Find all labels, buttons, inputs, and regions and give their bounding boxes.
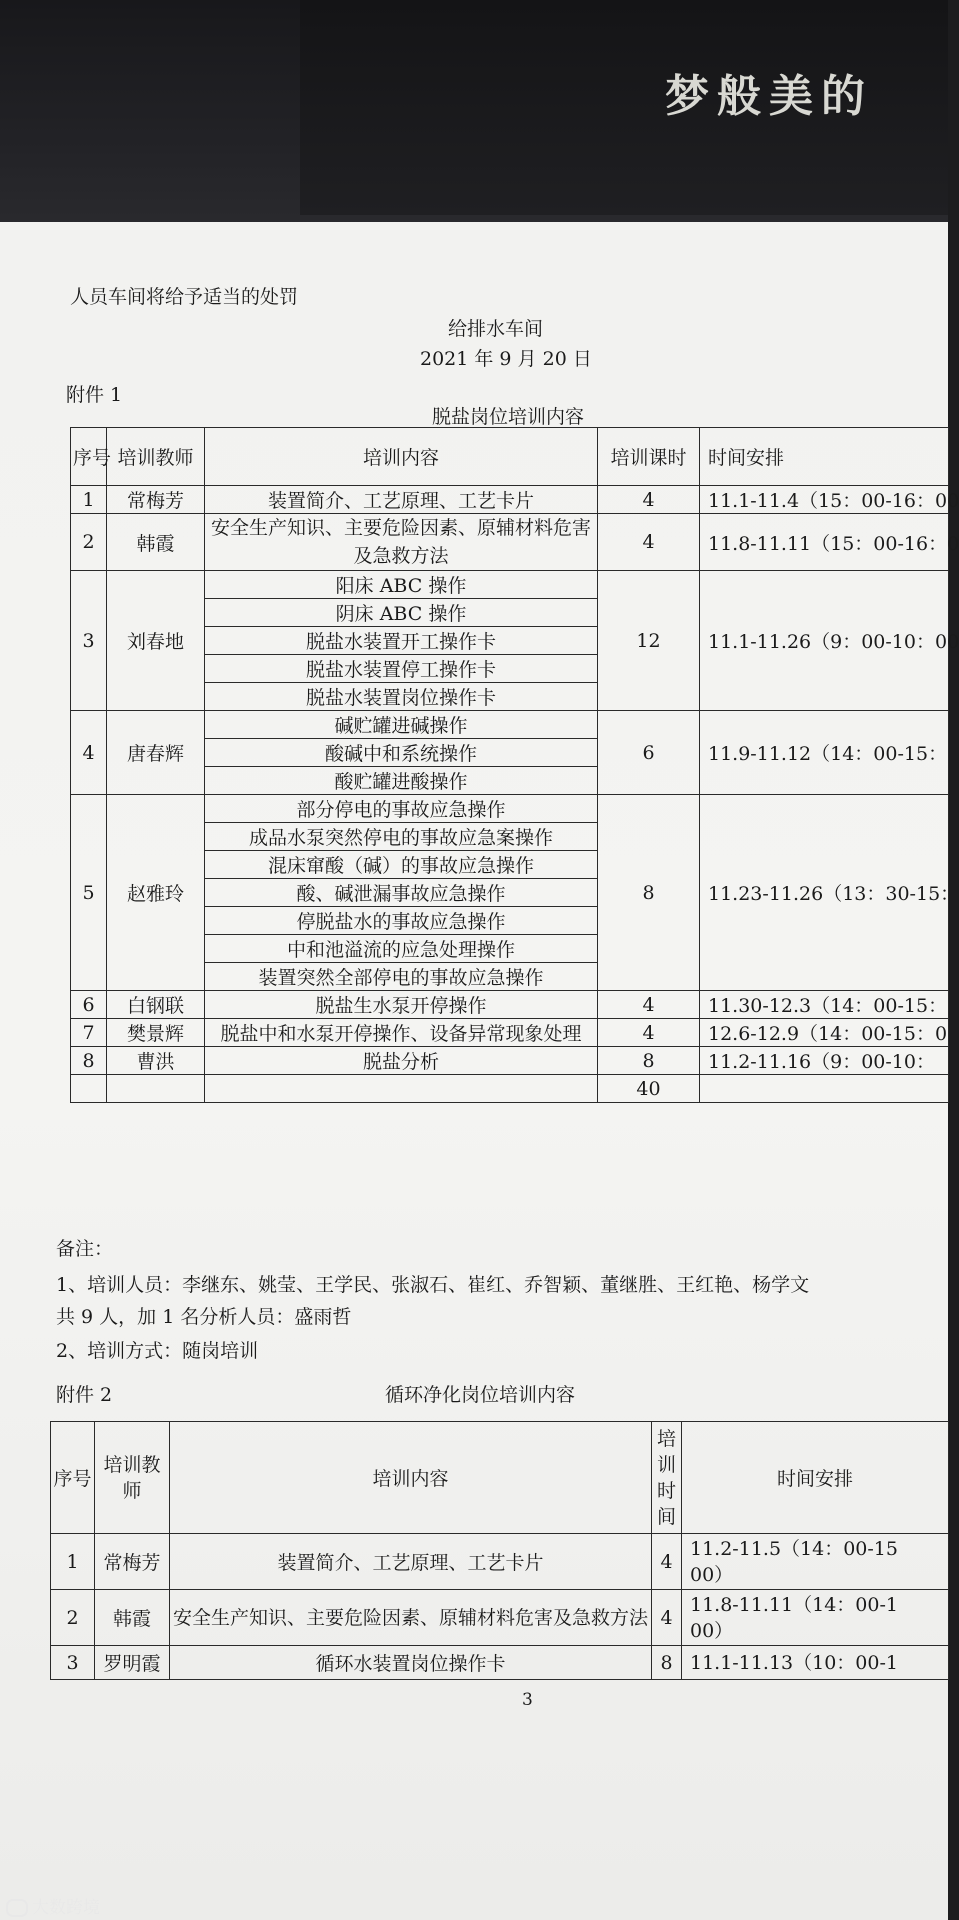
row-schedule: 11.2-11.16（9：00-10： — [700, 1047, 949, 1075]
sign-date: 2021 年 9 月 20 日 — [420, 348, 592, 370]
empty-cell — [107, 1075, 205, 1103]
row-number: 1 — [51, 1534, 95, 1590]
col-header-content: 培训内容 — [205, 428, 598, 486]
row-schedule: 11.8-11.11（15：00-16：0 — [700, 514, 949, 571]
row-number: 5 — [71, 795, 107, 991]
intro-line: 人员车间将给予适当的处罚 — [70, 286, 299, 308]
notes-line-2: 共 9 人，加 1 名分析人员：盛雨哲 — [56, 1306, 352, 1328]
row-content: 中和池溢流的应急处理操作 — [205, 935, 598, 963]
row-content: 成品水泵突然停电的事故应急案操作 — [205, 823, 598, 851]
row-content: 装置简介、工艺原理、工艺卡片 — [205, 486, 598, 514]
row-teacher: 常梅芳 — [107, 486, 205, 514]
row-content: 碱贮罐进碱操作 — [205, 711, 598, 739]
row-content: 装置突然全部停电的事故应急操作 — [205, 963, 598, 991]
schedule-line: 11.8-11.11（14：00-1 — [690, 1593, 898, 1616]
row-teacher: 樊景辉 — [107, 1019, 205, 1047]
row-content: 酸贮罐进酸操作 — [205, 767, 598, 795]
row-number: 3 — [71, 571, 107, 711]
row-content: 混床窜酸（碱）的事故应急操作 — [205, 851, 598, 879]
row-number: 3 — [51, 1646, 95, 1680]
row-schedule — [682, 1646, 949, 1680]
row-schedule: 11.23-11.26（13：30-15： — [700, 795, 949, 991]
col-header-hours: 培训课时 — [598, 428, 700, 486]
row-schedule: 12.6-12.9（14：00-15：0 — [700, 1019, 949, 1047]
row-number: 1 — [71, 486, 107, 514]
row-number: 4 — [71, 711, 107, 795]
table-row — [51, 1534, 949, 1590]
row-content: 部分停电的事故应急操作 — [205, 795, 598, 823]
col-header-no: 序号 — [51, 1422, 95, 1534]
document-paper — [0, 222, 959, 1920]
row-hours: 8 — [652, 1646, 682, 1680]
table-row — [71, 486, 949, 514]
annex2-table — [50, 1421, 949, 1680]
row-hours: 4 — [598, 1019, 700, 1047]
col-header-hours: 培训时间 — [652, 1422, 682, 1534]
schedule-line: 00） — [690, 1619, 734, 1642]
empty-cell — [71, 1075, 107, 1103]
row-content: 脱盐中和水泵开停操作、设备异常现象处理 — [205, 1019, 598, 1047]
schedule-line: 00） — [690, 1563, 734, 1586]
col-header-teacher: 培训教师 — [107, 428, 205, 486]
row-teacher: 刘春地 — [107, 571, 205, 711]
annex2-title: 循环净化岗位培训内容 — [385, 1384, 576, 1406]
notes-line-3: 2、培训方式：随岗培训 — [56, 1340, 259, 1362]
row-content: 脱盐水装置岗位操作卡 — [205, 683, 598, 711]
row-content: 脱盐水装置停工操作卡 — [205, 655, 598, 683]
row-schedule: 11.30-12.3（14：00-15： — [700, 991, 949, 1019]
row-content: 脱盐生水泵开停操作 — [205, 991, 598, 1019]
row-content: 脱盐水装置开工操作卡 — [205, 627, 598, 655]
row-schedule — [682, 1534, 949, 1590]
row-content: 安全生产知识、主要危险因素、原辅材料危害及急救方法 — [170, 1590, 652, 1646]
row-schedule: 11.9-11.12（14：00-15： — [700, 711, 949, 795]
table-row — [51, 1646, 949, 1680]
row-teacher: 韩霞 — [107, 514, 205, 571]
annex2-label: 附件 2 — [56, 1384, 113, 1406]
annex1-label: 附件 1 — [66, 384, 123, 406]
table-row — [71, 711, 949, 739]
schedule-line: 11.1-11.13（10：00-1 — [690, 1651, 898, 1674]
table-row — [71, 795, 949, 823]
total-hours: 40 — [598, 1075, 700, 1103]
row-number: 8 — [71, 1047, 107, 1075]
schedule-line: 11.2-11.5（14：00-15 — [690, 1537, 898, 1560]
row-content: 阳床 ABC 操作 — [205, 571, 598, 599]
row-hours: 12 — [598, 571, 700, 711]
table-row — [71, 1047, 949, 1075]
page-number: 3 — [522, 1690, 533, 1710]
notes-line-1: 1、培训人员：李继东、姚莹、王学民、张淑石、崔红、乔智颖、董继胜、王红艳、杨学文 — [56, 1274, 810, 1296]
table-row — [71, 514, 949, 571]
annex1-title: 脱盐岗位培训内容 — [432, 406, 585, 428]
total-row — [71, 1075, 949, 1103]
table-row — [71, 571, 949, 599]
row-hours: 8 — [598, 795, 700, 991]
row-schedule — [682, 1590, 949, 1646]
annex1-table — [70, 427, 959, 1103]
col-header-no: 序号 — [71, 428, 107, 486]
row-teacher: 韩霞 — [95, 1590, 170, 1646]
row-schedule: 11.1-11.4（15：00-16：00 — [700, 486, 949, 514]
document-page — [0, 222, 959, 1920]
table-row — [51, 1590, 949, 1646]
row-content: 阴床 ABC 操作 — [205, 599, 598, 627]
row-hours: 6 — [598, 711, 700, 795]
row-number: 7 — [71, 1019, 107, 1047]
header-row — [51, 1422, 949, 1534]
row-hours: 4 — [598, 991, 700, 1019]
row-hours: 4 — [598, 514, 700, 571]
row-hours: 4 — [598, 486, 700, 514]
col-header-schedule: 时间安排 — [682, 1422, 949, 1534]
table-row — [71, 991, 949, 1019]
row-teacher: 赵雅玲 — [107, 795, 205, 991]
col-header-teacher: 培训教师 — [95, 1422, 170, 1534]
row-content: 循环水装置岗位操作卡 — [170, 1646, 652, 1680]
row-teacher: 曹洪 — [107, 1047, 205, 1075]
row-content: 酸碱中和系统操作 — [205, 739, 598, 767]
row-content: 停脱盐水的事故应急操作 — [205, 907, 598, 935]
row-content: 装置简介、工艺原理、工艺卡片 — [170, 1534, 652, 1590]
watermark-text: 大数跨境 — [32, 1898, 100, 1918]
row-number: 2 — [71, 514, 107, 571]
row-number: 6 — [71, 991, 107, 1019]
col-header-schedule: 时间安排 — [700, 428, 949, 486]
sign-department: 给排水车间 — [448, 318, 544, 340]
row-teacher: 白钢联 — [107, 991, 205, 1019]
row-teacher: 唐春辉 — [107, 711, 205, 795]
notes-label: 备注： — [56, 1238, 114, 1260]
empty-cell — [700, 1075, 949, 1103]
watermark-logo-icon — [6, 1899, 28, 1917]
row-hours: 4 — [652, 1590, 682, 1646]
empty-cell — [205, 1075, 598, 1103]
row-hours: 4 — [652, 1534, 682, 1590]
row-hours: 8 — [598, 1047, 700, 1075]
header-row — [71, 428, 949, 486]
row-content: 安全生产知识、主要危险因素、原辅材料危害及急救方法 — [205, 514, 598, 571]
row-number: 2 — [51, 1590, 95, 1646]
row-teacher: 常梅芳 — [95, 1534, 170, 1590]
row-content: 脱盐分析 — [205, 1047, 598, 1075]
row-schedule: 11.1-11.26（9：00-10：00 — [700, 571, 949, 711]
row-teacher: 罗明霞 — [95, 1646, 170, 1680]
col-header-content: 培训内容 — [170, 1422, 652, 1534]
row-content: 酸、碱泄漏事故应急操作 — [205, 879, 598, 907]
table-row — [71, 1019, 949, 1047]
watermark — [6, 1893, 100, 1918]
book-cover-title: 梦般美的 — [665, 71, 873, 122]
